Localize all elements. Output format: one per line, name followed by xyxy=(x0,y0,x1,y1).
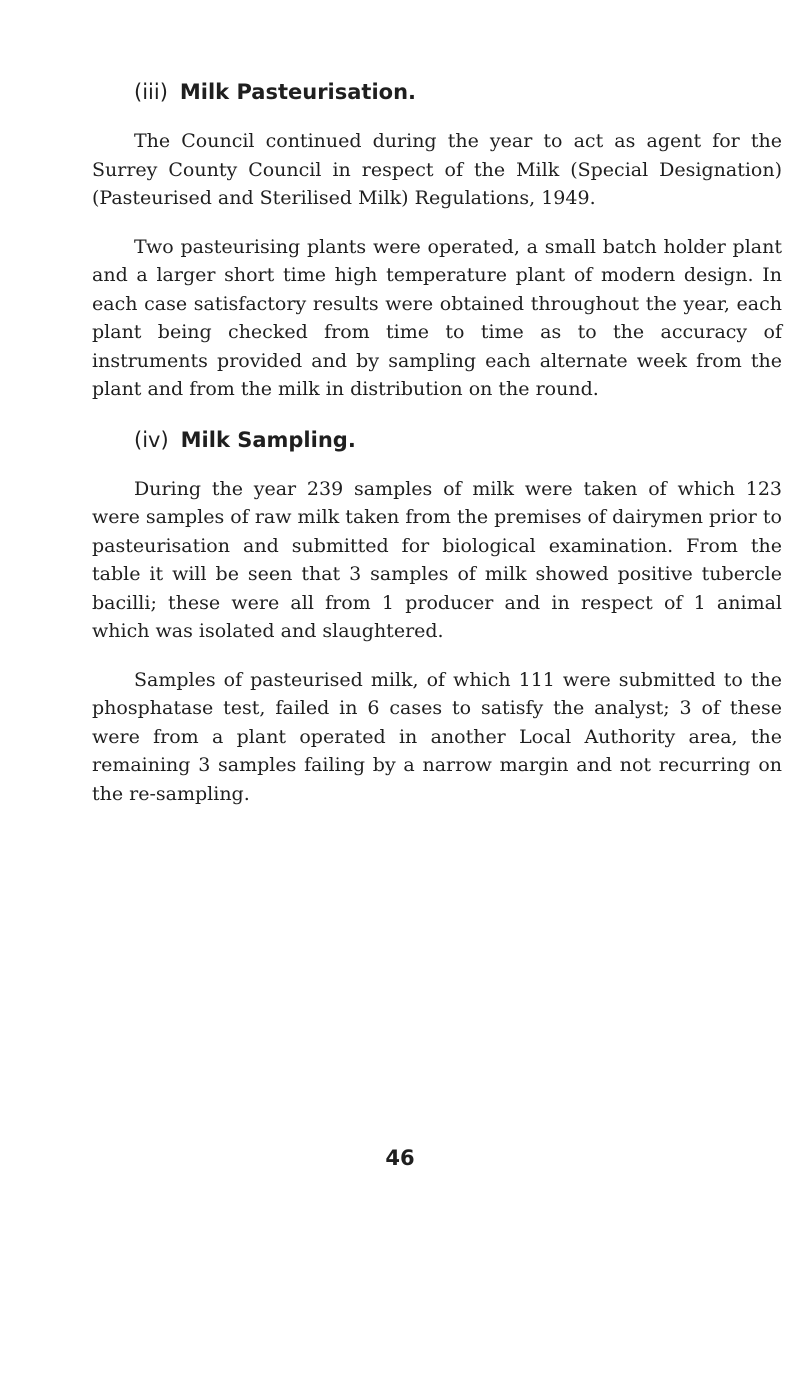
section-title: Milk Pasteurisation. xyxy=(179,80,417,104)
paragraph: During the year 239 samples of milk were taken of which 123 were samples of raw milk taken from the premises of dairymen prior to pasteurisation and submitted for biological examination. From the table it will be seen that 3 samples of milk showed positive tubercle bacilli; these were all from 1 producer and in respect of 1 animal which was isolated and slaughtered. xyxy=(92,477,782,643)
section-milk-pasteurisation xyxy=(92,80,782,404)
section-milk-sampling xyxy=(92,428,782,809)
paragraph: The Council continued during the year to act as agent for the Surrey County Council in respect of the Milk (Special Designation) (Pasteurised and Sterilised Milk) Regulations, 1949. xyxy=(92,130,782,210)
section-number: (iv) xyxy=(134,427,169,452)
paragraph: Two pasteurising plants were operated, a small batch holder plant and a larger short time high temperature plant of modern design. In each case satisfactory results were obtained throughout the year, each plant being checked from time to time as to the accuracy of instruments provided and by sampling each alternate week from the plant and from the milk in distribution on the round. xyxy=(92,235,782,401)
section-heading xyxy=(134,428,782,453)
section-number: (iii) xyxy=(134,80,168,104)
page-number: 46 xyxy=(385,1146,415,1170)
section-heading xyxy=(134,80,782,105)
paragraph: Samples of pasteurised milk, of which 111 were submitted to the phosphatase test, failed in 6 cases to satisfy the analyst; 3 of these were from a plant operated in another Local Authority area, the remaining 3 samples failing by a narrow margin and not recurring on the re-sampling. xyxy=(92,668,782,805)
section-title: Milk Sampling. xyxy=(180,427,356,452)
document-page xyxy=(92,80,782,832)
